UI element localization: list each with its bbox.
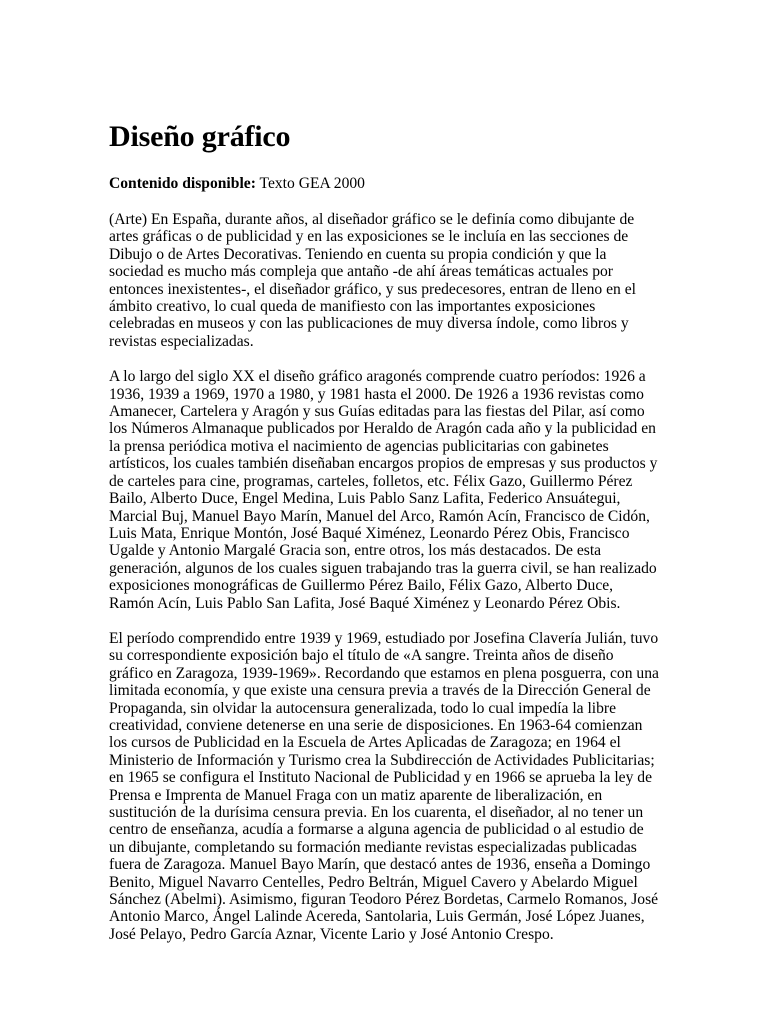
paragraph-1939-1969: El período comprendido entre 1939 y 1969, estudiado por Josefina Clavería Julián, tuvo su correspondiente exposición bajo el título de «A sangre. Treinta años de diseño gráfico en Zaragoza, 1939-1969». Recordando que estamos en plena posguerra, con una limitada economía, y que existe una censura previa a través de la Dirección General de Propaganda, sin olvidar la autocensura generalizada, todo lo cual impedía la libre creatividad, conviene detenerse en una serie de disposiciones. En 1963-64 comienzan los cursos de Publicidad en la Escuela de Artes Aplicadas de Zaragoza; en 1964 el Ministerio de Información y Turismo crea la Subdirección de Actividades Publicitarias; en 1965 se configura el Instituto Nacional de Publicidad y en 1966 se aprueba la ley de Prensa e Imprenta de Manuel Fraga con un matiz aparente de liberalización, en sustitución de la durísima censura previa. En los cuarenta, el diseñador, al no tener un centro de enseñanza, acudía a formarse a alguna agencia de publicidad o al estudio de un dibujante, completando su formación mediante revistas especializadas publicadas fuera de Zaragoza. Manuel Bayo Marín, que destacó antes de 1936, enseña a Domingo Benito, Miguel Navarro Centelles, Pedro Beltrán, Miguel Cavero y Abelardo Miguel Sánchez (Abelmi). Asimismo, figuran Teodoro Pérez Bordetas, Carmelo Romanos, José Antonio Marco, Ángel Lalinde Acereda, Santolaria, Luis Germán, José López Juanes, José Pelayo, Pedro García Aznar, Vicente Lario y José Antonio Crespo. [109, 629, 659, 943]
content-source-label: Contenido disponible: [109, 175, 256, 192]
document-page [109, 118, 661, 943]
page-title: Diseño gráfico [109, 120, 291, 153]
content-source [109, 175, 661, 193]
paragraph-intro: (Arte) En España, durante años, al diseñador gráfico se le definía como dibujante de artes gráficas o de publicidad y en las exposiciones se le incluía en las secciones de Dibujo o de Artes Decorativas. Teniendo en cuenta su propia condición y que la sociedad es mucho más compleja que antaño -de ahí áreas temáticas actuales por entonces inexistentes-, el diseñador gráfico, y sus predecesores, entran de lleno en el ámbito creativo, lo cual queda de manifiesto con las importantes exposiciones celebradas en museos y con las publicaciones de muy diversa índole, como libros y revistas especializadas. [109, 211, 636, 350]
paragraph-periods: A lo largo del siglo XX el diseño gráfico aragonés comprende cuatro períodos: 1926 a 1936, 1939 a 1969, 1970 a 1980, y 1981 hasta el 2000. De 1926 a 1936 revistas como Amanecer, Cartelera y Aragón y sus Guías editadas para las fiestas del Pilar, así como los Números Almanaque publicados por Heraldo de Aragón cada año y la publicidad en la prensa periódica motiva el nacimiento de agencias publicitarias con gabinetes artísticos, los cuales también diseñaban encargos propios de empresas y sus productos y de carteles para cine, programas, carteles, folletos, etc. Félix Gazo, Guillermo Pérez Bailo, Alberto Duce, Engel Medina, Luis Pablo Sanz Lafita, Federico Ansuátegui, Marcial Buj, Manuel Bayo Marín, Manuel del Arco, Ramón Acín, Francisco de Cidón, Luis Mata, Enrique Montón, José Baqué Ximénez, Leonardo Pérez Obis, Francisco Ugalde y Antonio Margalé Gracia son, entre otros, los más destacados. De esta generación, algunos de los cuales siguen trabajando tras la guerra civil, se han realizado exposiciones monográficas de Guillermo Pérez Bailo, Félix Gazo, Alberto Duce, Ramón Acín, Luis Pablo San Lafita, José Baqué Ximénez y Leonardo Pérez Obis. [109, 368, 658, 612]
content-source-value: Texto GEA 2000 [259, 175, 365, 192]
